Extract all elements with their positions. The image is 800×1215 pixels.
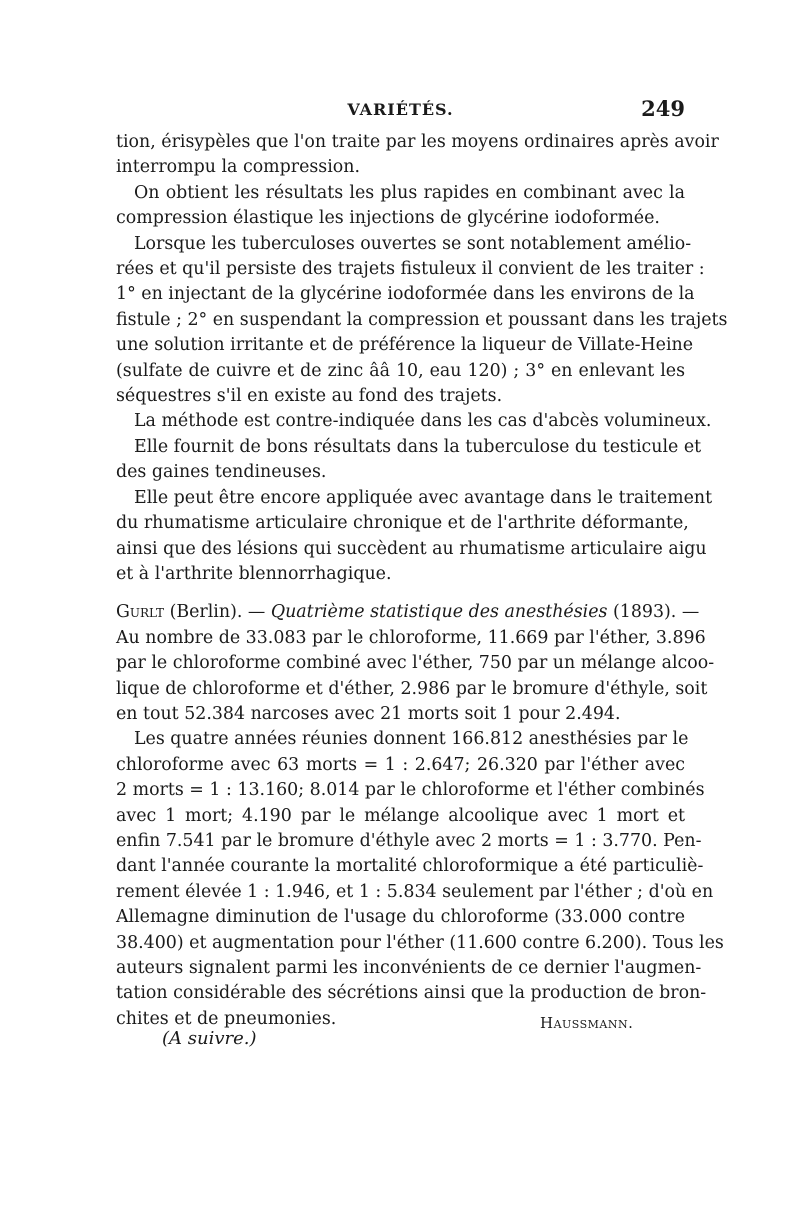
section-gap (116, 587, 685, 600)
author-signature: Haussmann. (540, 1014, 634, 1032)
text-line: des gaines tendineuses. (116, 462, 327, 483)
page-number: 249 (641, 96, 685, 121)
text-line: On obtient les résultats les plus rapides en combinant avec la (134, 182, 685, 203)
text-line: chites et de pneumonies. (116, 1008, 337, 1029)
text-line: Les quatre années réunies donnent 166.812 anesthésies par le (134, 729, 689, 750)
body-text (116, 130, 728, 1032)
text-line: par le chloroforme combiné avec l'éther, 750 par un mélange alcoo- (116, 653, 715, 674)
text-line: interrompu la compression. (116, 157, 360, 178)
text-line: et à l'arthrite blennorrhagique. (116, 563, 392, 584)
text-line: dant l'année courante la mortalité chloroformique a été particuliè- (116, 856, 704, 877)
text-line: auteurs signalent parmi les inconvénients de ce dernier l'augmen- (116, 958, 702, 978)
paragraph (116, 181, 685, 232)
text-line: compression élastique les injections de glycérine iodoformée. (116, 208, 660, 229)
paragraph (116, 409, 712, 434)
text-line: Lorsque les tuberculoses ouvertes se sont notablement amélio- (134, 233, 692, 254)
text-line: 1° en injectant de la glycérine iodoformée dans les environs de la (116, 284, 695, 305)
review-entry (116, 600, 724, 1032)
text-line: 38.400) et augmentation pour l'éther (11.600 contre 6.200). Tous les (116, 932, 724, 953)
text-line: chloroforme avec 63 morts = 1 : 2.647; 26.320 par l'éther avec (116, 754, 685, 775)
text-line: Elle fournit de bons résultats dans la tuberculose du testicule et (134, 436, 702, 457)
page-header (116, 96, 685, 126)
review-year: (1893). — (607, 602, 700, 623)
review-author: Gurlt (116, 602, 165, 623)
text-line: La méthode est contre-indiquée dans les cas d'abcès volumineux. (134, 411, 712, 432)
continued-note: (A suivre.) (162, 1028, 257, 1049)
text-line: du rhumatisme articulaire chronique et de l'arthrite déformante, (116, 513, 689, 534)
text-line: Elle peut être encore appliquée avec avantage dans le traitement (134, 487, 713, 508)
review-title: Quatrième statistique des anesthésies (270, 602, 608, 623)
review-city: (Berlin). — (164, 602, 271, 623)
paragraph (116, 130, 719, 181)
text-line: une solution irritante et de préférence la liqueur de Villate-Heine (116, 335, 694, 356)
paragraph (116, 486, 713, 588)
paragraph (116, 435, 702, 486)
text-line: (sulfate de cuivre et de zinc ââ 10, eau 120) ; 3° en enlevant les (116, 360, 685, 381)
text-line: 2 morts = 1 : 13.160; 8.014 par le chloroforme et l'éther combinés (116, 780, 705, 801)
text-line: séquestres s'il en existe au fond des trajets. (116, 386, 503, 407)
text-line: en tout 52.384 narcoses avec 21 morts soit 1 pour 2.494. (116, 703, 621, 724)
running-title: VARIÉTÉS. (347, 100, 454, 119)
paragraph (116, 232, 728, 410)
text-line: fistule ; 2° en suspendant la compression et poussant dans les trajets (116, 309, 728, 330)
text-line: rement élevée 1 : 1.946, et 1 : 5.834 seulement par l'éther ; d'où en (116, 881, 714, 902)
text-line: tation considérable des sécrétions ainsi que la production de bron- (116, 983, 707, 1004)
text-line: enfin 7.541 par le bromure d'éthyle avec 2 morts = 1 : 3.770. Pen- (116, 830, 702, 851)
text-line: tion, érisypèles que l'on traite par les moyens ordinaires après avoir (116, 132, 719, 152)
text-line: Au nombre de 33.083 par le chloroforme, 11.669 par l'éther, 3.896 (116, 627, 706, 648)
review-heading (116, 600, 700, 625)
text-line: Allemagne diminution de l'usage du chloroforme (33.000 contre (116, 907, 685, 928)
text-line: avec 1 mort; 4.190 par le mélange alcoolique avec 1 mort et (116, 805, 685, 826)
text-line: rées et qu'il persiste des trajets fistuleux il convient de les traiter : (116, 259, 705, 280)
text-line: lique de chloroforme et d'éther, 2.986 par le bromure d'éthyle, soit (116, 678, 708, 699)
text-line: ainsi que des lésions qui succèdent au rhumatisme articulaire aigu (116, 538, 707, 559)
